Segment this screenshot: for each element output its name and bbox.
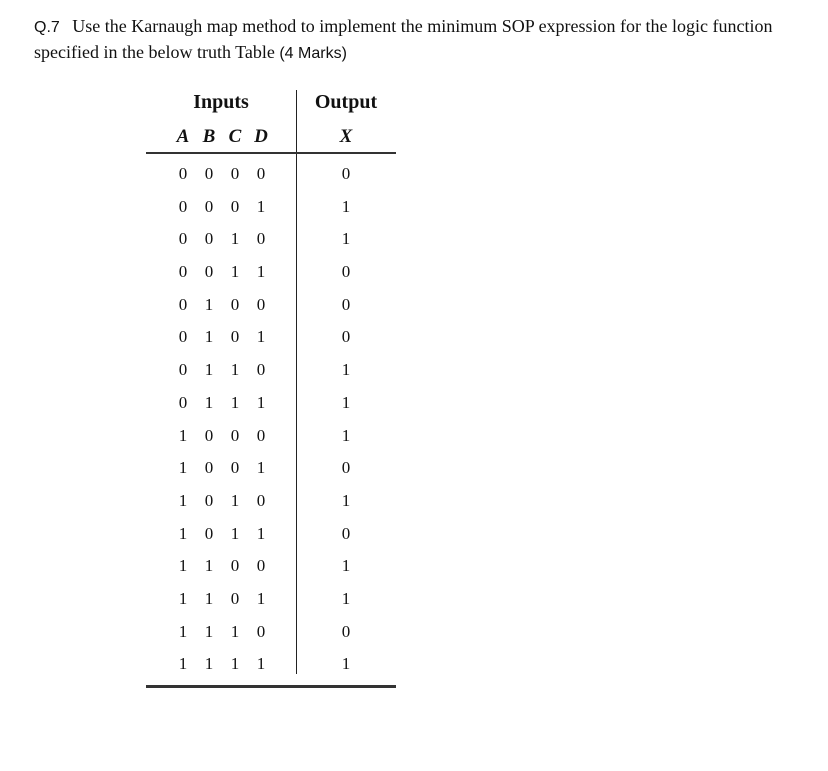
inputs-header: Inputs bbox=[193, 91, 249, 113]
output-cell: 0 bbox=[341, 327, 351, 347]
output-cell: 0 bbox=[341, 458, 351, 478]
input-cell: 0 bbox=[256, 229, 266, 249]
table-row bbox=[146, 191, 396, 224]
input-cell: 1 bbox=[204, 327, 214, 347]
input-cell: 1 bbox=[230, 523, 240, 543]
column-header-d: D bbox=[254, 126, 268, 147]
input-cell: 0 bbox=[178, 392, 188, 412]
input-cell: 0 bbox=[204, 164, 214, 183]
input-cell: 0 bbox=[178, 294, 188, 314]
input-cell: 1 bbox=[178, 458, 188, 478]
input-cell: 1 bbox=[256, 327, 266, 347]
table-row bbox=[146, 616, 396, 649]
input-cell: 0 bbox=[204, 425, 214, 445]
output-cell: 1 bbox=[341, 425, 351, 445]
input-cell: 0 bbox=[256, 294, 266, 314]
table-row bbox=[146, 583, 396, 616]
input-cell: 1 bbox=[204, 588, 214, 608]
input-cell: 0 bbox=[230, 425, 240, 445]
table-row bbox=[146, 550, 396, 583]
input-cell: 0 bbox=[178, 327, 188, 347]
input-cell: 1 bbox=[256, 392, 266, 412]
input-cell: 1 bbox=[256, 262, 266, 282]
header-rule bbox=[146, 152, 396, 154]
input-cell: 0 bbox=[230, 458, 240, 478]
table-row bbox=[146, 387, 396, 420]
question-marks: (4 Marks) bbox=[279, 45, 347, 62]
output-cell: 0 bbox=[341, 523, 351, 543]
input-cell: 0 bbox=[204, 458, 214, 478]
input-cell: 0 bbox=[256, 360, 266, 380]
input-cell: 0 bbox=[256, 621, 266, 641]
input-cell: 1 bbox=[230, 392, 240, 412]
input-cell: 0 bbox=[178, 164, 188, 183]
output-cell: 1 bbox=[341, 490, 351, 510]
input-cell: 1 bbox=[178, 654, 188, 674]
input-cell: 0 bbox=[230, 588, 240, 608]
question-text bbox=[34, 14, 814, 66]
bottom-rule bbox=[146, 685, 396, 688]
input-cell: 0 bbox=[230, 196, 240, 216]
input-cell: 0 bbox=[256, 490, 266, 510]
output-cell: 0 bbox=[341, 164, 351, 183]
question-number: Q.7 bbox=[34, 19, 60, 36]
input-cell: 0 bbox=[256, 425, 266, 445]
input-cell: 1 bbox=[204, 294, 214, 314]
table-row bbox=[146, 321, 396, 354]
input-cell: 1 bbox=[230, 360, 240, 380]
table-row bbox=[146, 648, 396, 681]
input-cell: 0 bbox=[230, 294, 240, 314]
input-cell: 0 bbox=[230, 327, 240, 347]
input-cell: 1 bbox=[230, 621, 240, 641]
input-cell: 1 bbox=[204, 392, 214, 412]
output-cell: 1 bbox=[341, 196, 351, 216]
table-row bbox=[146, 223, 396, 256]
table-row bbox=[146, 485, 396, 518]
output-cell: 1 bbox=[341, 654, 351, 674]
input-cell: 1 bbox=[178, 523, 188, 543]
input-cell: 1 bbox=[178, 425, 188, 445]
input-cell: 0 bbox=[230, 556, 240, 576]
question-body: Use the Karnaugh map method to implement the minimum SOP expression for the logic function specified in the below truth Table bbox=[34, 16, 773, 62]
input-cell: 0 bbox=[178, 262, 188, 282]
output-cell: 0 bbox=[341, 262, 351, 282]
output-cell: 1 bbox=[341, 392, 351, 412]
input-cell: 1 bbox=[256, 458, 266, 478]
input-cell: 1 bbox=[204, 654, 214, 674]
table-row bbox=[146, 518, 396, 551]
input-cell: 1 bbox=[178, 621, 188, 641]
column-header-x: X bbox=[339, 126, 353, 147]
input-cell: 0 bbox=[204, 262, 214, 282]
table-row bbox=[146, 452, 396, 485]
input-cell: 0 bbox=[178, 229, 188, 249]
column-header-c: C bbox=[228, 126, 242, 147]
table-row bbox=[146, 354, 396, 387]
table-body bbox=[146, 158, 396, 681]
column-header-b: B bbox=[202, 126, 216, 147]
output-cell: 1 bbox=[341, 588, 351, 608]
table-row bbox=[146, 420, 396, 453]
input-cell: 1 bbox=[230, 262, 240, 282]
input-cell: 0 bbox=[230, 164, 240, 183]
output-cell: 0 bbox=[341, 621, 351, 641]
input-cell: 1 bbox=[178, 588, 188, 608]
input-cell: 1 bbox=[178, 490, 188, 510]
output-cell: 1 bbox=[341, 556, 351, 576]
input-cell: 0 bbox=[178, 360, 188, 380]
table-row bbox=[146, 289, 396, 322]
input-cell: 1 bbox=[256, 196, 266, 216]
input-cell: 1 bbox=[230, 229, 240, 249]
table-row bbox=[146, 256, 396, 289]
output-cell: 0 bbox=[341, 294, 351, 314]
input-cell: 1 bbox=[204, 556, 214, 576]
input-cell: 0 bbox=[204, 523, 214, 543]
input-cell: 1 bbox=[230, 490, 240, 510]
input-cell: 1 bbox=[256, 588, 266, 608]
column-header-a: A bbox=[176, 126, 190, 147]
input-cell: 1 bbox=[204, 360, 214, 380]
input-cell: 1 bbox=[230, 654, 240, 674]
output-cell: 1 bbox=[341, 229, 351, 249]
output-cell: 1 bbox=[341, 360, 351, 380]
input-cell: 1 bbox=[178, 556, 188, 576]
input-cell: 0 bbox=[204, 490, 214, 510]
output-header: Output bbox=[314, 91, 378, 113]
input-cell: 0 bbox=[256, 556, 266, 576]
input-cell: 1 bbox=[204, 621, 214, 641]
truth-table bbox=[146, 86, 396, 692]
input-cell: 0 bbox=[204, 229, 214, 249]
input-cell: 0 bbox=[256, 164, 266, 183]
input-cell: 0 bbox=[178, 196, 188, 216]
input-cell: 0 bbox=[204, 196, 214, 216]
input-cell: 1 bbox=[256, 523, 266, 543]
input-cell: 1 bbox=[256, 654, 266, 674]
table-row bbox=[146, 158, 396, 191]
